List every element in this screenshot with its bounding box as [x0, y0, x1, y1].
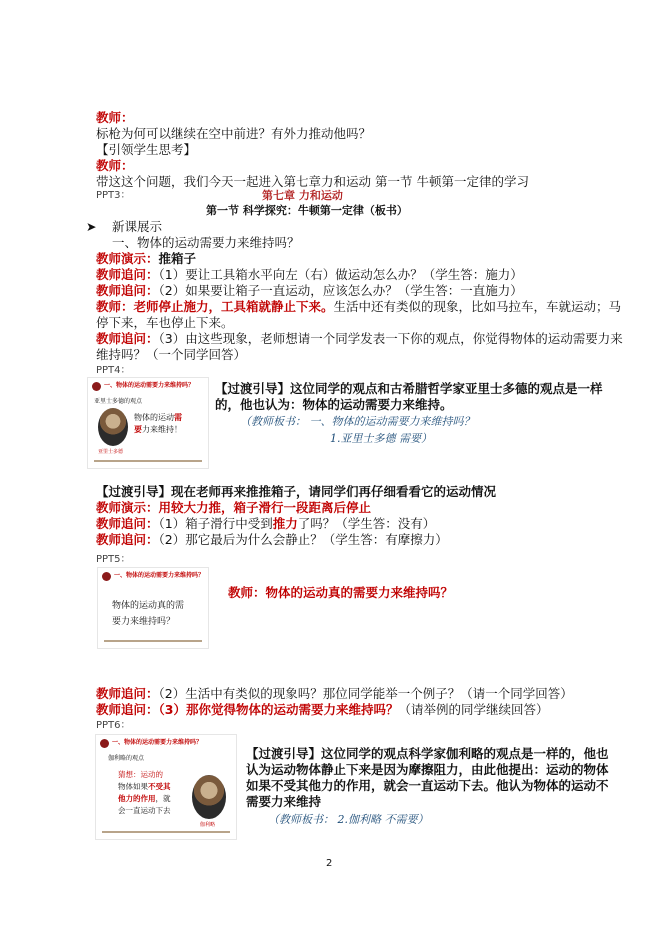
ask-red-text: （3）那你觉得物体的运动需要力来维持吗？: [158, 702, 399, 717]
quote-a: 物体的运动: [134, 413, 174, 422]
slide-ppt4: [88, 378, 208, 468]
quote-b: 物体如果: [118, 782, 148, 791]
quote-c: ，就: [155, 794, 171, 803]
slide-header: 一、物体的运动需要力来维持吗？: [114, 572, 205, 579]
ppt5-teacher: 教师：物体的运动真的需要力来维持吗？: [228, 585, 454, 600]
slide-header: 一、物体的运动需要力来维持吗？: [112, 739, 203, 746]
new-lesson-heading: 新课展示: [112, 219, 163, 234]
ask-3: [96, 331, 623, 347]
section-title: 第一节 科学探究：牛顿第一定律（板书）: [206, 204, 408, 217]
ask-1: [96, 267, 523, 283]
galileo-portrait-icon: [192, 775, 226, 819]
demo-text: 用较大力推，箱子滑行一段距离后停止: [158, 500, 372, 515]
ask-text-a: （1）箱子滑行中受到: [158, 516, 273, 531]
slide-ppt6: [96, 735, 236, 839]
transition-3d: 需要力来维持: [246, 794, 322, 809]
question-heading-1: 一、物体的运动需要力来维持吗？: [112, 235, 300, 250]
demo-label: 教师演示：: [96, 500, 159, 515]
quote-a: 猜想：运动的: [118, 770, 163, 779]
ppt3-label: PPT3：: [96, 190, 131, 201]
arrow-icon: ➤: [86, 219, 97, 234]
ask-label: 教师追问：: [96, 532, 159, 547]
transition-2: 【过渡引导】现在老师再来推推箱子，请同学们再仔细看看它的运动情况: [96, 484, 497, 499]
teacher-label: 教师：: [96, 299, 134, 314]
transition-3b: 认为运动物体静止下来是因为摩擦阻力，由此他提出：运动的物体: [246, 762, 609, 777]
ppt4-label: PPT4：: [96, 365, 131, 376]
slide-bottom-bar: [102, 831, 230, 833]
slide-quote: [118, 769, 171, 817]
slide-quote: [134, 412, 182, 436]
slide-text-b: 要力来维持吗？: [112, 617, 176, 627]
board-note-2: （教师板书： 2.伽利略 不需要）: [268, 813, 429, 826]
quote-red-b: 不受其: [148, 782, 171, 791]
quote-b: 力来维持！: [142, 425, 182, 434]
stop-text-2: 停下来，车也停止下来。: [96, 315, 234, 330]
board-note-1: （教师板书： 一、物体的运动需要力来维持吗？: [240, 415, 475, 428]
board-note-1b: 1.亚里士多德 需要）: [330, 432, 432, 445]
intro-text: 带这这个问题，我们今天一起进入第七章力和运动 第一节 牛顿第一定律的学习: [96, 174, 529, 189]
stop-red-text: 老师停止施力，工具箱就静止下来。: [133, 299, 334, 314]
slide-sub: 伽利略的观点: [108, 755, 145, 762]
demo-label: 教师演示：: [96, 251, 159, 266]
ask-label: 教师追问：: [96, 283, 159, 298]
ask-text-c: 了吗？（学生答：没有）: [297, 516, 436, 531]
quote-red-c: 他力的作用: [118, 794, 156, 803]
transition-1b: 的，他也认为：物体的运动需要力来维持。: [215, 397, 453, 412]
quote-red-a: 需: [174, 413, 182, 422]
quote-d: 会一直运动下去: [118, 806, 171, 815]
demo-2: [96, 500, 371, 516]
demo-text: 推箱子: [158, 251, 197, 266]
ask-label: 教师追问：: [96, 516, 159, 531]
ask-label: 教师追问：: [96, 331, 159, 346]
page-number: 2: [326, 858, 333, 869]
ask-text: （3）由这些现象，老师想请一个同学发表一下你的观点，你觉得物体的运动需要力来: [158, 331, 623, 346]
chapter-title: 第七章 力和运动: [262, 189, 343, 202]
ask-text: （2）那它最后为什么会静止？（学生答：有摩擦力）: [158, 532, 448, 547]
slide-caption: 伽利略: [200, 822, 216, 828]
ask-3-cont: 维持吗？（一个同学回答）: [96, 347, 247, 362]
ask-text: （请举例的同学继续回答）: [398, 702, 549, 717]
ask-6: [96, 686, 573, 702]
slide-sub: 亚里士多德的观点: [94, 398, 143, 405]
stop-text: 生活中还有类似的现象，比如马拉车，车就运动；马: [333, 299, 622, 314]
ask-text: （1）要让工具箱水平向左（右）做运动怎么办？（学生答：施力）: [158, 267, 523, 282]
ask-4: [96, 516, 435, 532]
slide-caption: 亚里士多德: [98, 449, 124, 455]
ask-2: [96, 283, 523, 299]
teacher-label-1: 教师：: [96, 110, 134, 125]
ask-7: [96, 702, 548, 718]
ask-text-red: 推力: [272, 516, 298, 531]
ppt5-label: PPT5：: [96, 554, 131, 565]
ask-label: 教师追问：: [96, 267, 159, 282]
ask-text: （2）如果要让箱子一直运动，应该怎么办？（学生答：一直施力）: [158, 283, 523, 298]
ask-label: 教师追问：: [96, 702, 159, 717]
ask-text: （2）生活中有类似的现象吗？那位同学能举一个例子？（请一个同学回答）: [158, 686, 573, 701]
question-text: 标枪为何可以继续在空中前进？有外力推动他吗？: [96, 126, 372, 141]
guide-thinking: 【引领学生思考】: [96, 142, 197, 157]
ask-label: 教师追问：: [96, 686, 159, 701]
demo-1: [96, 251, 196, 267]
slide-header: 一、物体的运动需要力来维持吗？: [104, 382, 195, 389]
stop-push: [96, 299, 621, 315]
ask-5: [96, 532, 448, 548]
slide-bottom-bar: [94, 460, 202, 462]
slide-text-a: 物体的运动真的需: [112, 601, 185, 611]
slide-bottom-bar: [104, 640, 202, 642]
quote-red-b: 要: [134, 425, 142, 434]
transition-1: 【过渡引导】这位同学的观点和古希腊哲学家亚里士多德的观点是一样: [215, 381, 603, 396]
transition-3c: 如果不受其他力的作用，就会一直运动下去。他认为物体的运动不: [246, 778, 609, 793]
ppt6-label: PPT6：: [96, 720, 131, 731]
slide-ppt5: [98, 568, 208, 648]
aristotle-portrait-icon: [98, 408, 128, 446]
slide-text: [112, 598, 184, 630]
teacher-label-2: 教师：: [96, 158, 134, 173]
transition-3: 【过渡引导】这位同学的观点科学家伽利略的观点是一样的，他也: [246, 746, 609, 761]
